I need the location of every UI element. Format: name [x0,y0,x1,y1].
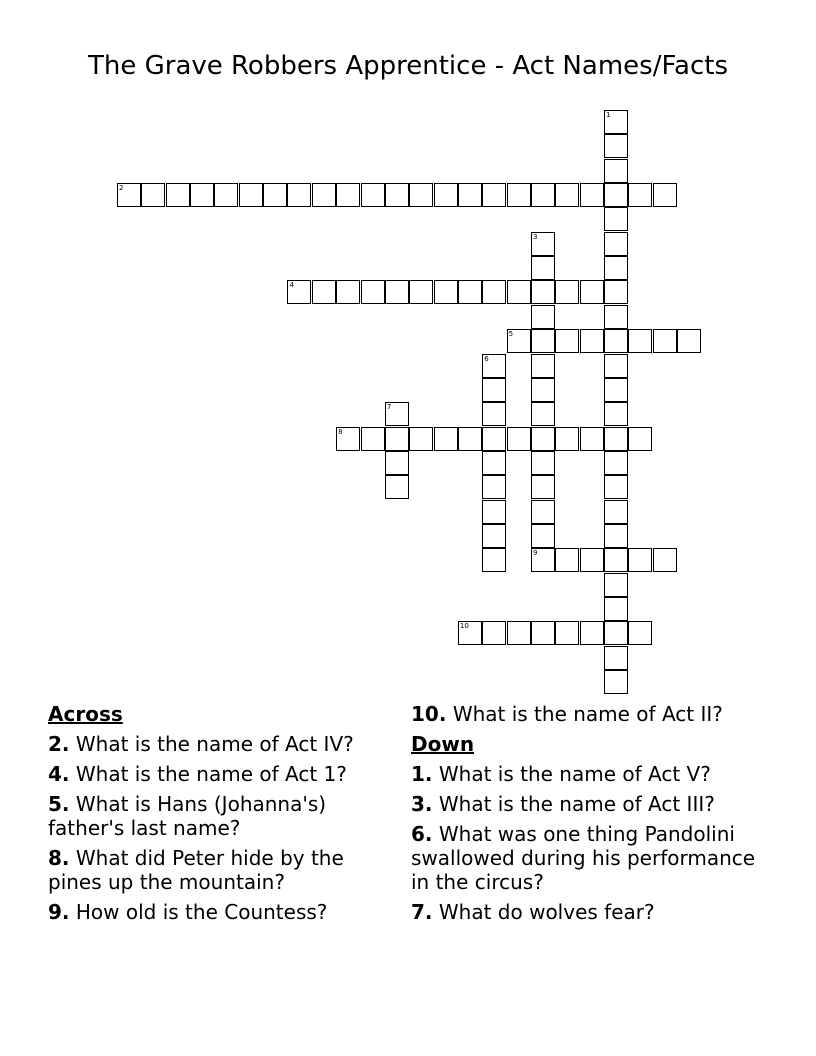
grid-cell[interactable] [555,280,579,304]
grid-cell[interactable] [482,621,506,645]
grid-cell[interactable] [604,670,628,694]
grid-cell[interactable] [482,280,506,304]
grid-cell[interactable] [531,524,555,548]
grid-cell[interactable] [458,427,482,451]
grid-cell[interactable] [531,621,555,645]
grid-cell[interactable] [580,548,604,572]
grid-cell[interactable] [604,159,628,183]
cell-number: 2 [119,184,124,193]
grid-cell[interactable] [604,646,628,670]
grid-cell[interactable] [531,232,555,256]
cell-number: 6 [484,354,489,363]
grid-cell[interactable] [434,427,458,451]
grid-cell[interactable] [385,451,409,475]
down-heading: Down [411,732,475,756]
cell-number: 9 [532,549,538,558]
grid-cell[interactable] [628,427,652,451]
grid-cell[interactable] [604,427,628,451]
clue-down-7: 7. What do wolves fear? [411,900,655,924]
grid-cell[interactable] [653,329,677,353]
grid-cell[interactable] [482,378,506,402]
grid-cell[interactable] [531,354,555,378]
grid-cell[interactable] [482,500,506,524]
across-heading: Across [48,702,123,726]
grid-cell[interactable] [604,621,628,645]
grid-cell[interactable] [482,475,506,499]
clue-across-10: 10. What is the name of Act II? [411,702,723,726]
grid-cell[interactable] [507,183,531,207]
grid-cell[interactable] [336,183,360,207]
grid-cell[interactable] [604,354,628,378]
cell-number: 8 [338,427,343,436]
grid-cell[interactable] [482,183,506,207]
grid-cell[interactable] [604,500,628,524]
grid-cell[interactable] [117,183,141,207]
grid-cell[interactable] [409,183,433,207]
grid-cell[interactable] [628,548,652,572]
grid-cell[interactable] [507,280,531,304]
grid-cell[interactable] [604,134,628,158]
clue-down-1: 1. What is the name of Act V? [411,762,711,786]
grid-cell[interactable] [507,621,531,645]
grid-cell[interactable] [434,183,458,207]
cell-number: 4 [289,281,294,290]
grid-cell[interactable] [628,183,652,207]
grid-cell[interactable] [604,305,628,329]
grid-cell[interactable] [580,621,604,645]
grid-cell[interactable] [555,621,579,645]
grid-cell[interactable] [604,378,628,402]
grid-cell[interactable] [604,207,628,231]
clue-across-9: 9. How old is the Countess? [48,900,328,924]
grid-cell[interactable] [604,280,628,304]
grid-cell[interactable] [141,183,165,207]
grid-cell[interactable] [482,402,506,426]
grid-cell[interactable] [604,573,628,597]
grid-cell[interactable] [361,183,385,207]
clue-across-8: 8. What did Peter hide by the pines up the mountain? [48,846,344,894]
grid-cell[interactable] [336,427,360,451]
grid-cell[interactable] [604,402,628,426]
grid-cell[interactable] [312,280,336,304]
cell-number: 3 [532,232,538,241]
grid-cell[interactable] [628,329,652,353]
grid-cell[interactable] [531,402,555,426]
grid-cell[interactable] [531,475,555,499]
grid-cell[interactable] [385,183,409,207]
grid-cell[interactable] [531,329,555,353]
grid-cell[interactable] [458,183,482,207]
grid-cell[interactable] [628,621,652,645]
grid-cell[interactable] [555,183,579,207]
grid-cell[interactable] [531,500,555,524]
grid-cell[interactable] [361,280,385,304]
grid-cell[interactable] [555,548,579,572]
grid-cell[interactable] [190,183,214,207]
grid-cell[interactable] [507,329,531,353]
puzzle-title: The Grave Robbers Apprentice - Act Names/Facts [88,51,728,81]
cell-number: 1 [606,111,611,119]
grid-cell[interactable] [166,183,190,207]
grid-cell[interactable] [604,597,628,621]
grid-cell[interactable] [604,451,628,475]
grid-cell[interactable] [336,280,360,304]
grid-cell[interactable] [531,427,555,451]
grid-cell[interactable] [458,621,482,645]
grid-cell[interactable] [580,183,604,207]
grid-cell[interactable] [555,427,579,451]
grid-cell[interactable] [604,183,628,207]
grid-cell[interactable] [458,280,482,304]
grid-cell[interactable] [287,183,311,207]
cell-number: 5 [508,330,514,339]
grid-cell[interactable] [214,183,238,207]
grid-cell[interactable] [531,280,555,304]
grid-cell[interactable] [604,524,628,548]
grid-cell[interactable] [312,183,336,207]
grid-cell[interactable] [385,475,409,499]
clue-across-5: 5. What is Hans (Johanna's) father's last name? [48,792,327,840]
grid-cell[interactable] [531,451,555,475]
grid-cell[interactable] [604,110,628,134]
grid-cell[interactable] [482,451,506,475]
grid-cell[interactable] [409,280,433,304]
grid-cell[interactable] [604,232,628,256]
grid-cell[interactable] [531,256,555,280]
grid-cell[interactable] [580,427,604,451]
grid-cell[interactable] [531,183,555,207]
clue-across-2: 2. What is the name of Act IV? [48,732,354,756]
grid-cell[interactable] [482,524,506,548]
grid-cell[interactable] [653,548,677,572]
grid-cell[interactable] [361,427,385,451]
clues-right-column [411,702,771,930]
grid-cell[interactable] [409,427,433,451]
grid-cell[interactable] [604,548,628,572]
grid-cell[interactable] [580,280,604,304]
clue-across-4: 4. What is the name of Act 1? [48,762,347,786]
grid-cell[interactable] [604,329,628,353]
grid-cell[interactable] [239,183,263,207]
grid-cell[interactable] [677,329,701,353]
grid-cell[interactable] [531,305,555,329]
grid-cell[interactable] [482,548,506,572]
cell-number: 10 [459,622,469,631]
clues-left-column [48,702,388,930]
grid-cell[interactable] [434,280,458,304]
cell-number: 7 [386,403,392,412]
grid-cell[interactable] [555,329,579,353]
grid-cell[interactable] [385,280,409,304]
grid-cell[interactable] [263,183,287,207]
grid-cell[interactable] [604,256,628,280]
grid-cell[interactable] [482,354,506,378]
grid-cell[interactable] [580,329,604,353]
grid-cell[interactable] [385,402,409,426]
clue-down-3: 3. What is the name of Act III? [411,792,715,816]
grid-cell[interactable] [531,548,555,572]
grid-cell[interactable] [507,427,531,451]
grid-cell[interactable] [531,378,555,402]
clue-down-6: 6. What was one thing Pandolini swallowed during his performance in the circus? [411,822,756,894]
grid-cell[interactable] [287,280,311,304]
grid-cell[interactable] [604,475,628,499]
grid-cell[interactable] [385,427,409,451]
grid-cell[interactable] [653,183,677,207]
grid-cell[interactable] [482,427,506,451]
